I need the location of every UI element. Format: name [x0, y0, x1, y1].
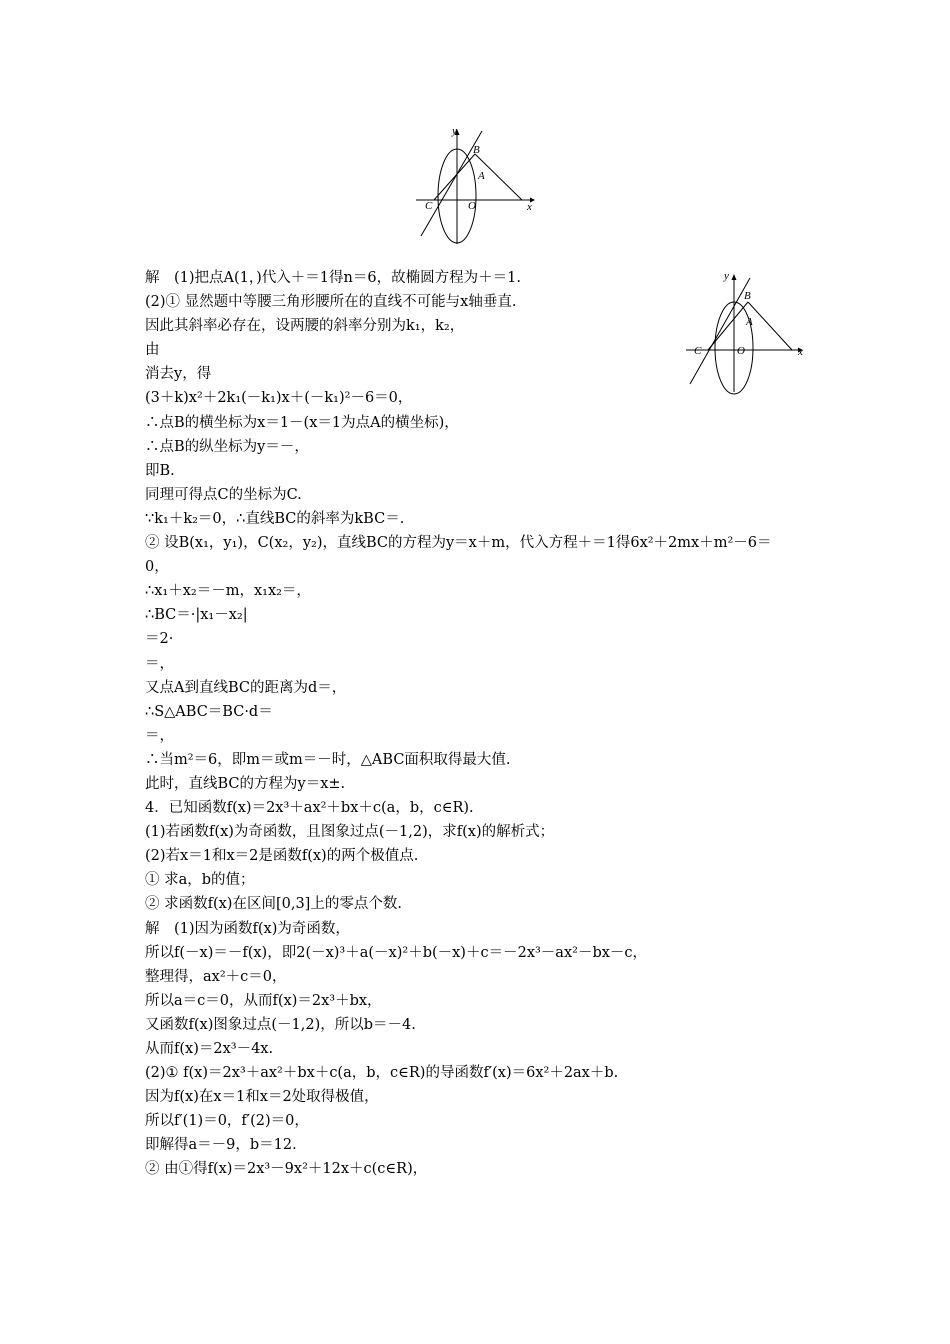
text-line: (2)若x＝1和x＝2是函数f(x)的两个极值点.	[145, 848, 419, 865]
text-line: ∴当m²＝6，即m＝或m＝－时，△ABC面积取得最大值.	[145, 751, 511, 768]
text-line: ② 求函数f(x)在区间[0,3]上的零点个数.	[145, 896, 402, 913]
text-line: (3＋k)x²＋2k₁(－k₁)x＋(－k₁)²－6＝0，	[145, 390, 413, 407]
text-line: 同理可得点C的坐标为C.	[145, 486, 302, 503]
text-line: 即B.	[145, 462, 175, 479]
label-b: B	[473, 144, 480, 156]
text-line: 由	[145, 342, 160, 359]
text-line: ＝，	[145, 727, 174, 744]
text-line: 从而f(x)＝2x³－4x.	[145, 1041, 274, 1057]
text-line: ∴点B的纵坐标为y＝－，	[145, 438, 309, 455]
label-c: C	[425, 200, 433, 212]
text-line: ② 设B(x₁，y₁)，C(x₂，y₂)，直线BC的方程为y＝x＋m，代入方程＋＝1得6x²＋2mx＋m²－6＝	[145, 535, 772, 552]
label-x: x	[527, 201, 532, 213]
text-line: ∵k₁＋k₂＝0，∴直线BC的斜率为kBC＝.	[145, 510, 405, 527]
text-line: ① 求a，b的值；	[145, 872, 255, 889]
text-line: 消去y，得	[145, 366, 212, 383]
text-line: 此时，直线BC的方程为y＝x±.	[145, 775, 346, 792]
text-line: 因此其斜率必存在，设两腰的斜率分别为k₁，k₂，	[145, 318, 465, 335]
text-line: 因为f(x)在x＝1和x＝2处取得极值，	[145, 1089, 379, 1106]
text-line: (2)① f(x)＝2x³＋ax²＋bx＋c(a，b，c∈R)的导函数f′(x)＝6x²＋2ax＋b.	[145, 1065, 619, 1082]
text-line: 所以a＝c＝0，从而f(x)＝2x³＋bx，	[145, 992, 382, 1009]
line-cb	[434, 154, 475, 200]
ellipse-figure-top	[412, 124, 537, 249]
text-line: ∴x₁＋x₂＝－m，x₁x₂＝，	[145, 583, 311, 600]
text-line: 解 (1)把点A(1，)代入＋＝1得n＝6，故椭圆方程为＋＝1.	[145, 270, 521, 286]
label-o: O	[468, 200, 476, 212]
solution-text	[145, 266, 815, 1182]
text-line: 所以f′(1)＝0，f′(2)＝0，	[145, 1113, 309, 1130]
label-b: B	[744, 290, 751, 302]
text-line: 0，	[145, 559, 169, 576]
text-line: ∴S△ABC＝BC·d＝	[145, 703, 273, 720]
label-a: A	[478, 170, 485, 182]
label-y: y	[452, 125, 457, 137]
label-y: y	[724, 270, 729, 282]
text-line: ∴点B的横坐标为x＝1－(x＝1为点A的横坐标)，	[145, 414, 459, 431]
text-line: ∴BC＝·|x₁－x₂|	[145, 607, 248, 624]
text-line: ＝，	[145, 655, 174, 672]
label-c: C	[694, 345, 702, 357]
text-line: 解 (1)因为函数f(x)为奇函数，	[145, 920, 350, 937]
text-line: (2)① 显然题中等腰三角形腰所在的直线不可能与x轴垂直.	[145, 294, 517, 311]
text-line: 又点A到直线BC的距离为d＝，	[145, 679, 347, 696]
text-line: 所以f(－x)＝－f(x)，即2(－x)³＋a(－x)²＋b(－x)＋c＝－2x³－ax²－bx－c，	[145, 944, 648, 961]
text-line: 4．已知函数f(x)＝2x³＋ax²＋bx＋c(a，b，c∈R).	[145, 800, 474, 817]
text-line: (1)若函数f(x)为奇函数，且图象过点(－1,2)，求f(x)的解析式；	[145, 824, 555, 841]
text-line: ② 由①得f(x)＝2x³－9x²＋12x＋c(c∈R)，	[145, 1161, 428, 1178]
label-a: A	[746, 316, 753, 328]
text-line: 又函数f(x)图象过点(－1,2)，所以b＝－4.	[145, 1016, 416, 1033]
label-x: x	[798, 346, 803, 358]
text-line: ＝2·	[145, 631, 174, 648]
label-o: O	[737, 345, 745, 357]
text-line: 即解得a＝－9，b＝12.	[145, 1137, 297, 1154]
text-line: 整理得，ax²＋c＝0，	[145, 968, 287, 985]
